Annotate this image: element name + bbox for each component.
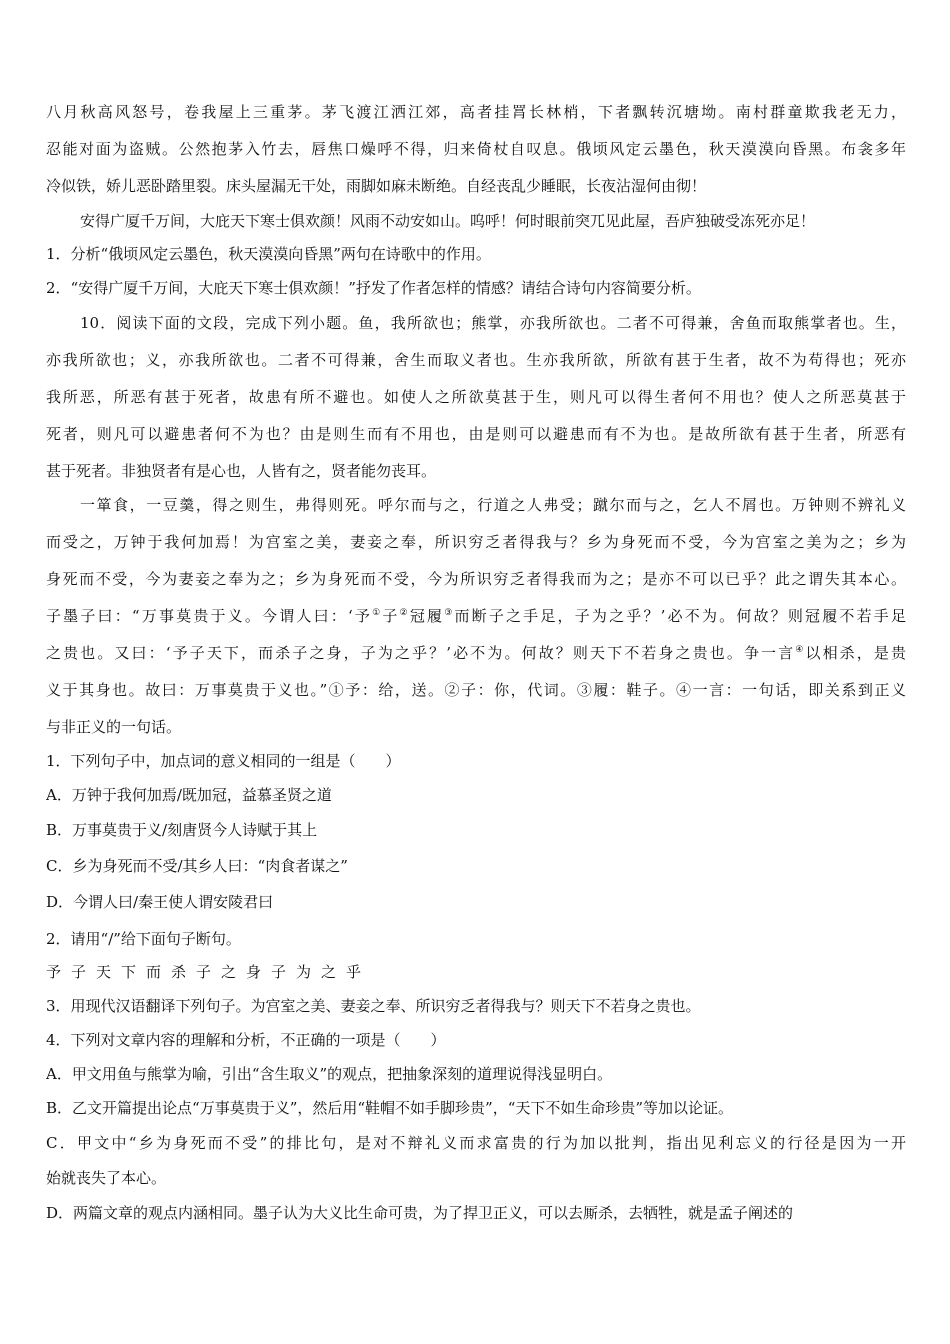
poem-line-2: 忍能对面为盗贼。公然抱茅入竹去，唇焦口燥呼不得，归来倚杖自叹息。俄顷风定云墨色，秋天漠漠向昏黑。布衾多年 xyxy=(46,140,906,158)
footnote-marker: ③ xyxy=(444,608,455,618)
yi-line-3: 身死而不受，今为妻妾之奉为之；乡为身死而不受，今为所识穷乏者得我而为之；是亦不可以已乎？此之谓失其本心。 xyxy=(46,570,906,588)
q1-option-a: A．万钟于我何加焉/既加冠，益慕圣贤之道 xyxy=(46,786,332,804)
jia-line-5: 甚于死者。非独贤者有是心也，人皆有之，贤者能勿丧耳。 xyxy=(46,462,437,480)
yi-line-2: 而受之，万钟于我何加焉！为宫室之美，妻妾之奉，所识穷乏者得我与？乡为身死而不受，今为宫室之美为之；乡为 xyxy=(46,533,906,551)
q2-sentence: 予子天下而杀子之身子为之乎 xyxy=(46,963,372,981)
mozi-text: 子 xyxy=(382,607,400,625)
mozi-text: 而断子之手足，子为之乎？’必不为。何故？则冠履不若手足 xyxy=(454,607,906,625)
mozi-line-1 xyxy=(46,605,906,627)
q4-option-d: D．两篇文章的观点内涵相同。墨子认为大义比生命可贵，为了捍卫正义，可以去厮杀，去牺牲，就是孟子阐述的 xyxy=(46,1204,794,1222)
jia-line-4: 死者，则凡可以避患者何不为也？由是则生而有不用也，由是则可以避患而有不为也。是故所欲有甚于生者，所恶有 xyxy=(46,425,906,443)
q2-stem: 2．请用“/”给下面句子断句。 xyxy=(46,930,241,948)
poem-line-1: 八月秋高风怒号，卷我屋上三重茅。茅飞渡江洒江郊，高者挂罥长林梢，下者飘转沉塘坳。南村群童欺我老无力， xyxy=(46,103,906,121)
q1-option-b: B．万事莫贵于义/刻唐贤今人诗赋于其上 xyxy=(46,821,318,839)
mozi-line-4: 与非正义的一句话。 xyxy=(46,718,182,736)
mozi-line-3: 义于其身也。故曰：万事莫贵于义也。”①予：给，送。②子：你，代词。③履：鞋子。④一言：一句话，即关系到正义 xyxy=(46,681,906,699)
q4-option-b: B．乙文开篇提出论点“万事莫贵于义”，然后用“鞋帽不如手脚珍贵”，“天下不如生命珍贵”等加以论证。 xyxy=(46,1099,734,1117)
mozi-text: 子墨子曰：“万事莫贵于义。今谓人曰：‘予 xyxy=(46,607,373,625)
q4-option-c-cont: 始就丧失了本心。 xyxy=(46,1169,167,1187)
mozi-text: 之贵也。又曰：‘予子天下，而杀子之身，子为之乎？’必不为。何故？则天下不若身之贵也。争一言 xyxy=(46,644,796,662)
mozi-text: 冠履 xyxy=(409,607,445,625)
poem-line-3: 冷似铁，娇儿恶卧踏里裂。床头屋漏无干处，雨脚如麻未断绝。自经丧乱少睡眠，长夜沾湿何由彻！ xyxy=(46,177,707,195)
poem-question-2: 2．“安得广厦千万间，大庇天下寒士俱欢颜！”抒发了作者怎样的情感？请结合诗句内容简要分析。 xyxy=(46,279,701,297)
jia-line-3: 我所恶，所恶有甚于死者，故患有所不避也。如使人之所欲莫甚于生，则凡可以得生者何不用也？使人之所恶莫甚于 xyxy=(46,388,906,406)
q1-option-c: C．乡为身死而不受/其乡人曰：“肉食者谋之” xyxy=(46,857,348,875)
yi-line-1: 一箪食，一豆羹，得之则生，弗得则死。呼尔而与之，行道之人弗受；蹴尔而与之，乞人不屑也。万钟则不辨礼义 xyxy=(80,496,906,514)
q1-stem: 1．下列句子中，加点词的意义相同的一组是（ ） xyxy=(46,752,401,770)
poem-question-1: 1．分析“俄顷风定云墨色，秋天漠漠向昏黑”两句在诗歌中的作用。 xyxy=(46,245,491,263)
mozi-line-2 xyxy=(46,642,906,664)
footnote-marker: ② xyxy=(399,608,410,618)
jia-line-1: 10．阅读下面的文段，完成下列小题。鱼，我所欲也；熊掌，亦我所欲也。二者不可得兼，舍鱼而取熊掌者也。生， xyxy=(80,314,906,332)
footnote-marker: ④ xyxy=(795,645,806,655)
q4-stem: 4．下列对文章内容的理解和分析，不正确的一项是（ ） xyxy=(46,1031,446,1049)
q3-stem: 3．用现代汉语翻译下列句子。为宫室之美、妻妾之奉、所识穷乏者得我与？则天下不若身之贵也。 xyxy=(46,997,701,1015)
q1-option-d: D．今谓人曰/秦王使人谓安陵君曰 xyxy=(46,893,274,911)
footnote-marker: ① xyxy=(372,608,383,618)
mozi-text: 以相杀，是贵 xyxy=(805,644,906,662)
q4-option-c: C．甲文中“乡为身死而不受”的排比句，是对不辩礼义而求富贵的行为加以批判，指出见利忘义的行径是因为一开 xyxy=(46,1134,906,1152)
jia-line-2: 亦我所欲也；义，亦我所欲也。二者不可得兼，舍生而取义者也。生亦我所欲，所欲有甚于生者，故不为苟得也；死亦 xyxy=(46,351,906,369)
poem-line-4: 安得广厦千万间，大庇天下寒士俱欢颜！风雨不动安如山。呜呼！何时眼前突兀见此屋，吾庐独破受冻死亦足！ xyxy=(80,212,816,230)
q4-option-a: A．甲文用鱼与熊掌为喻，引出“含生取义”的观点，把抽象深刻的道理说得浅显明白。 xyxy=(46,1065,613,1083)
